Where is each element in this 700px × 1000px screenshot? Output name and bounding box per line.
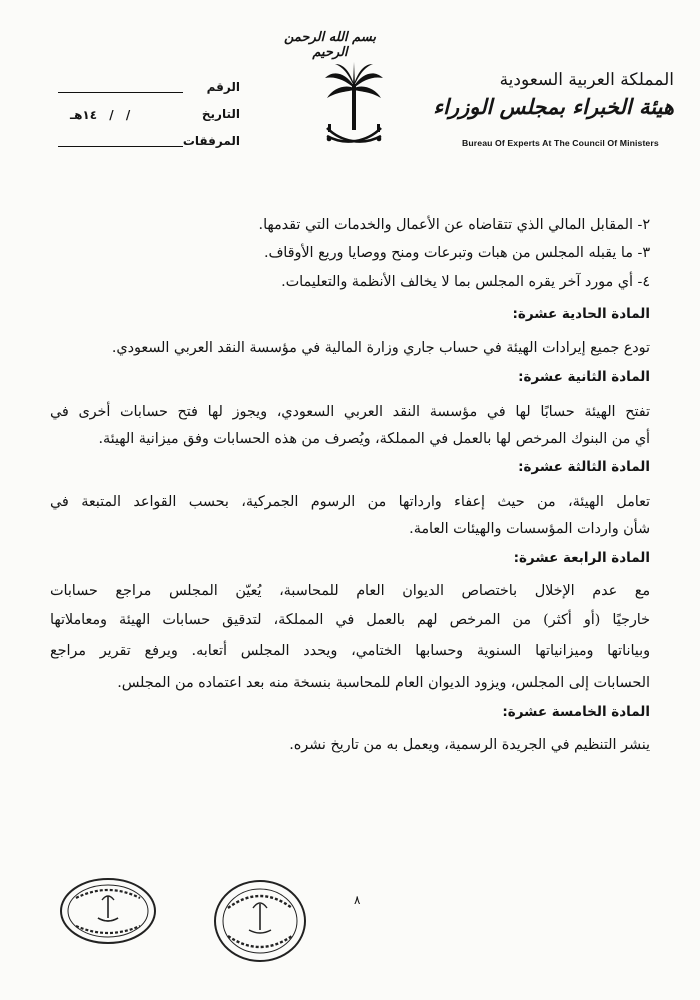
reference-label: الرقم: [206, 80, 240, 94]
organization-name-block: [433, 70, 674, 119]
page-number: ٨: [354, 893, 361, 907]
attachments-label: المرفقات: [182, 134, 240, 148]
reference-number-field: [48, 80, 248, 100]
date-label: التاريخ: [201, 107, 240, 121]
article-14-text: وبياناتها وميزانياتها السنوية وحسابها الختامي، ويحدد المجلس أتعابه. ويرفع تقرير مراجع: [50, 643, 650, 659]
article-14-text: مع عدم الإخلال باختصاص الديوان العام للمحاسبة، يُعيّن المجلس مراجع حسابات: [50, 583, 650, 599]
article-12-heading: المادة الثانية عشرة:: [518, 369, 650, 385]
list-item: ٢- المقابل المالي الذي تتقاضاه عن الأعمال والخدمات التي تقدمها.: [258, 217, 650, 233]
palm-crossed-swords-icon: [323, 62, 385, 158]
country-name: المملكة العربية السعودية: [499, 70, 674, 90]
hijri-date-pattern: / / ١٤هـ: [70, 108, 131, 122]
article-14-text: الحسابات إلى المجلس، ويزود الديوان العام للمحاسبة بنسخة منه بعد اعتماده من المجلس.: [117, 675, 650, 691]
article-11-text: تودع جميع إيرادات الهيئة في حساب جاري وزارة المالية في مؤسسة النقد العربي السعودي.: [111, 340, 650, 356]
article-12-text: تفتح الهيئة حسابًا لها في مؤسسة النقد العربي السعودي، ويجوز لها فتح حسابات أخرى في: [50, 404, 650, 420]
article-11-heading: المادة الحادية عشرة:: [512, 306, 650, 322]
attachments-field: [48, 134, 248, 154]
article-15-heading: المادة الخامسة عشرة:: [502, 704, 650, 720]
article-13-text: شأن واردات المؤسسات والهيئات العامة.: [409, 521, 650, 537]
article-14-text: خارجيًا (أو أكثر) من المرخص لهم بالعمل في المملكة، لتدقيق حسابات الهيئة ومعاملاتها: [50, 612, 650, 628]
date-field: [48, 107, 248, 127]
reference-blank-line: [58, 92, 183, 93]
article-12-text: أي من البنوك المرخص لها بالعمل في المملكة، ويُصرف من هذه الحسابات وفق ميزانية الهيئة.: [98, 431, 650, 447]
article-13-heading: المادة الثالثة عشرة:: [518, 459, 650, 475]
list-item: ٣- ما يقبله المجلس من هبات وتبرعات ومنح ووصايا وريع الأوقاف.: [263, 245, 650, 261]
bureau-name-arabic: هيئة الخبراء بمجلس الوزراء: [433, 94, 674, 119]
bureau-seal-icon: [58, 876, 158, 946]
list-item: ٤- أي مورد آخر يقره المجلس بما لا يخالف الأنظمة والتعليمات.: [281, 274, 650, 290]
attachments-blank-line: [58, 146, 183, 147]
bureau-name-english: Bureau Of Experts At The Council Of Ministers: [462, 138, 659, 148]
basmala: بسم الله الرحمن الرحيم: [284, 30, 376, 60]
article-13-text: تعامل الهيئة، من حيث إعفاء وارداتها من الرسوم الجمركية، بحسب القواعد المتبعة في: [50, 494, 650, 510]
bureau-seal-icon: [212, 878, 308, 964]
article-15-text: ينشر التنظيم في الجريدة الرسمية، ويعمل به من تاريخ نشره.: [289, 737, 650, 753]
article-14-heading: المادة الرابعة عشرة:: [513, 550, 650, 566]
